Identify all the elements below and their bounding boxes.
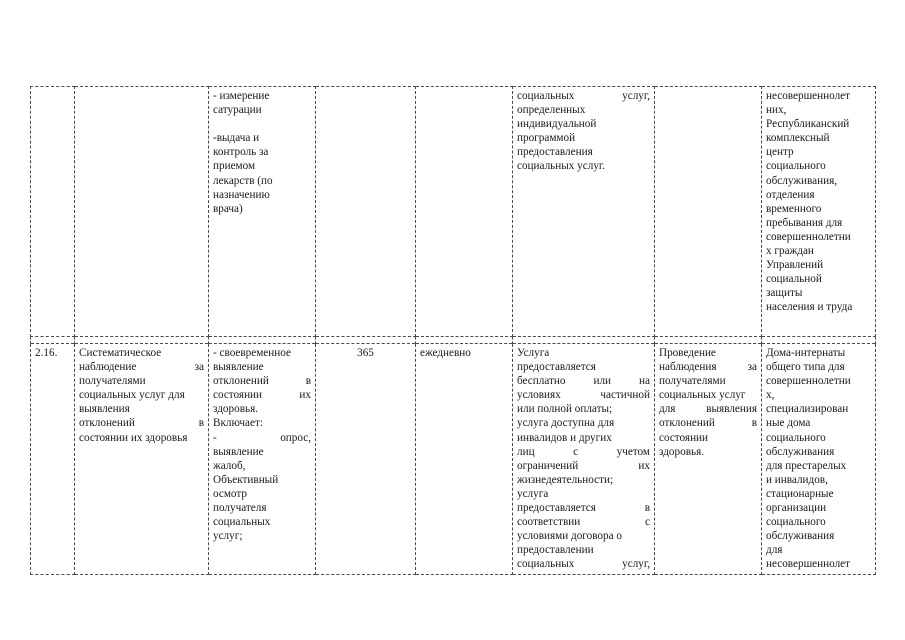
service-period-cell: ежедневно [416, 344, 513, 575]
text-line: приемом [213, 160, 256, 173]
quality-indicators-cell [655, 344, 762, 575]
text-line: определенных [517, 104, 586, 117]
text-line: социальной [766, 273, 822, 286]
text-line: х граждан [766, 245, 814, 258]
text-line: стационарные [766, 487, 834, 500]
text-line: совершеннолетни [766, 230, 851, 243]
text-line: условиями договора о [517, 530, 622, 543]
service-conditions-cell [513, 87, 655, 337]
service-content-cell [209, 87, 316, 337]
text-line: программой [517, 132, 576, 145]
services-table [30, 86, 876, 575]
text-line: общего типа для [766, 361, 845, 374]
row-gap [31, 337, 876, 344]
text-line: Республиканский [766, 118, 850, 131]
text-line: предоставляется [517, 361, 596, 374]
text-line: специализирован [766, 403, 849, 416]
text-line: - своевременное [213, 347, 291, 359]
text-line: услуг; [213, 530, 243, 543]
text-line: жалоб, [213, 459, 246, 472]
text-line: организации [766, 502, 827, 515]
text-line: отклонений в [659, 417, 757, 430]
text-line: выявление [213, 361, 264, 374]
text-line: Включает: [213, 417, 263, 430]
text-line: жизнедеятельности; [517, 473, 614, 486]
text-line: Управлений [766, 259, 824, 272]
text-line: комплексный [766, 132, 830, 145]
text-line: временного [766, 202, 822, 215]
service-volume-cell [316, 87, 416, 337]
text-line: несовершеннолет [766, 558, 851, 571]
text-line: пребывания для [766, 216, 843, 229]
text-line: получателями [79, 375, 146, 388]
text-line: предоставления [517, 146, 593, 159]
text-line: Проведение [659, 347, 716, 359]
text-line: условиях частичной [517, 389, 650, 402]
row-number-cell: 2.16. [31, 344, 75, 575]
text-line: социальных [213, 516, 271, 529]
text-line: Услуга [517, 347, 550, 359]
providers-cell [762, 344, 876, 575]
text-line: ограничений их [517, 459, 650, 472]
text-line: социального [766, 160, 826, 173]
text-line: и инвалидов, [766, 473, 828, 486]
text-line: х, [766, 389, 775, 402]
text-line: лиц с учетом [517, 445, 650, 458]
text-line: назначению [213, 188, 270, 201]
text-line: предоставляется в [517, 502, 650, 515]
text-line: Систематическое [79, 347, 162, 359]
text-line: получателями [659, 375, 726, 388]
text-line: обслуживания [766, 530, 835, 543]
service-conditions-cell [513, 344, 655, 575]
text-line: обслуживания [766, 445, 835, 458]
service-name-cell [75, 87, 209, 337]
text-line: отделения [766, 188, 815, 201]
row-number-cell [31, 87, 75, 337]
text-line: социального [766, 431, 826, 444]
text-line: социальных услуг для [79, 389, 185, 402]
text-line: выявления [79, 403, 130, 416]
text-line: отклонений в [79, 417, 204, 430]
text-line: лекарств (по [213, 174, 273, 187]
text-line: ные дома [766, 417, 811, 430]
text-line: для [766, 544, 783, 557]
text-line: состоянии их [213, 389, 311, 402]
text-line: наблюдения за [659, 361, 757, 374]
text-line: центр [766, 146, 794, 159]
text-line: для выявления [659, 403, 757, 416]
text-line: социального [766, 516, 826, 529]
service-name-cell [75, 344, 209, 575]
providers-cell [762, 87, 876, 337]
text-line: контроль за [213, 146, 269, 159]
text-line: социальных услуг. [517, 160, 606, 173]
text-line: социальных услуг, [517, 558, 650, 571]
text-line: социальных услуг [659, 389, 746, 402]
table-row [31, 344, 876, 575]
text-line: Объективный [213, 473, 279, 486]
text-line: Дома-интернаты [766, 347, 846, 359]
text-line: несовершеннолет [766, 90, 851, 102]
text-line: защиты [766, 287, 803, 300]
text-line: бесплатно или на [517, 375, 650, 388]
text-line: населения и труда [766, 301, 853, 314]
text-line: социальных услуг, [517, 90, 650, 102]
text-line: инвалидов и других [517, 431, 612, 444]
blank-line [213, 117, 311, 131]
text-line: здоровья. [213, 403, 259, 416]
text-line: - опрос, [213, 431, 311, 444]
table-row [31, 87, 876, 337]
text-line: врача) [213, 202, 243, 215]
service-period-cell [416, 87, 513, 337]
text-line: получателя [213, 502, 267, 515]
text-line: совершеннолетни [766, 375, 851, 388]
service-volume-cell: 365 [316, 344, 416, 575]
text-line: них, [766, 104, 787, 117]
text-line: услуга [517, 487, 549, 500]
text-line: или полной оплаты; [517, 403, 613, 416]
text-line: -выдача и [213, 132, 260, 145]
text-line: обслуживания, [766, 174, 838, 187]
text-line: выявление [213, 445, 264, 458]
text-line: сатурации [213, 104, 262, 117]
text-line: состоянии их здоровья [79, 431, 188, 444]
text-line: отклонений в [213, 375, 311, 388]
text-line: предоставлении [517, 544, 594, 557]
text-line: услуга доступна для [517, 417, 615, 430]
service-content-cell [209, 344, 316, 575]
text-line: осмотр [213, 487, 247, 500]
text-line: - измерение [213, 90, 270, 102]
text-line: состоянии [659, 431, 709, 444]
text-line: здоровья. [659, 445, 705, 458]
text-line: для престарелых [766, 459, 847, 472]
text-line: индивидуальной [517, 118, 597, 131]
text-line: соответствии с [517, 516, 650, 529]
text-line: наблюдение за [79, 361, 204, 374]
quality-indicators-cell [655, 87, 762, 337]
